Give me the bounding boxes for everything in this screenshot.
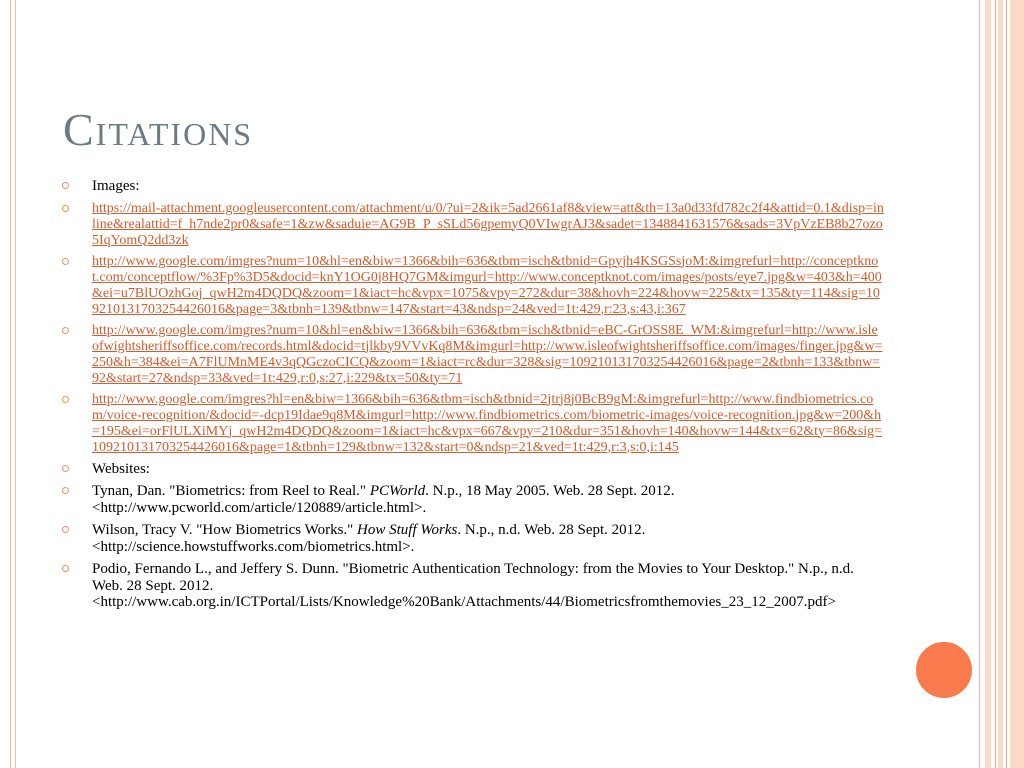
right-stripe-line — [1006, 0, 1007, 768]
left-border-line — [10, 0, 11, 768]
list-item — [62, 323, 884, 387]
right-border-line — [979, 0, 980, 768]
right-stripe — [985, 0, 991, 768]
list-item — [62, 201, 884, 249]
list-item — [62, 561, 884, 611]
citations-list — [62, 178, 884, 617]
citation-source: How Stuff Works — [357, 522, 458, 538]
list-item — [62, 483, 884, 516]
citation-text: Podio, Fernando L., and Jeffery S. Dunn. "Biometric Authentication Technology: from the Movies to Your Desktop." N.p., n.d. Web. 28 Sept. 2012. — [92, 561, 854, 594]
list-item — [62, 522, 884, 555]
bullet-icon — [62, 465, 69, 472]
citation-link[interactable]: https://mail-attachment.googleusercontent.com/attachment/u/0/?ui=2&ik=5ad2661af8&view=att&th=13a0d33fd782c2f4&attid=0.1&disp=inline&realattid=f_h7nde2pr0&safe=1&zw&saduie=AG9B_P_sSLd56gpemyQ0VIwgrAJ3&sadet=1348841631576&sads=3VpVzEB8b27ozo5IqYomQ2dd3zk — [92, 200, 884, 248]
citation-text: Tynan, Dan. "Biometrics: from Reel to Real." — [92, 483, 370, 499]
citation-text: Wilson, Tracy V. "How Biometrics Works." — [92, 522, 358, 538]
list-item — [62, 392, 884, 456]
citation-url: <http://www.pcworld.com/article/120889/article.html>. — [92, 499, 427, 516]
left-border-line — [15, 0, 16, 768]
citation-source: PCWorld — [369, 483, 426, 499]
bullet-icon — [62, 258, 69, 265]
citation-text: . N.p., n.d. Web. 28 Sept. 2012. — [457, 522, 646, 538]
bullet-icon — [62, 487, 69, 494]
bullet-icon — [62, 327, 69, 334]
bullet-icon — [62, 526, 69, 533]
bullet-icon — [62, 205, 69, 212]
right-stripe — [1010, 0, 1024, 768]
citation-url: <http://www.cab.org.in/ICTPortal/Lists/Knowledge%20Bank/Attachments/44/Biometricsfromthemovies_23_12_2007.pdf> — [92, 594, 836, 610]
citation-link[interactable]: http://www.google.com/imgres?num=10&hl=en&biw=1366&bih=636&tbm=isch&tbnid=eBC-GrOSS8E_WM:&imgrefurl=http://www.isleofwightsheriffsoffice.com/records.html&docid=tjlkby9VVvKq8M&imgurl=http://www.isleofwightsheriffsoffice.com/images/finger.jpg&w=250&h=384&ei=A7FlUMnME4v3qQGczoCICQ&zoom=1&iact=rc&dur=328&sig=109210131703254426016&page=2&tbnh=133&tbnw=92&start=27&ndsp=33&ved=1t:429,r:0,s:27,i:229&tx=50&ty=71 — [92, 322, 883, 386]
right-stripe-line — [995, 0, 996, 768]
list-item — [62, 178, 884, 195]
section-label: Websites: — [92, 460, 150, 477]
section-label: Images: — [92, 178, 140, 194]
right-stripe — [998, 0, 1003, 768]
bullet-icon — [62, 396, 69, 403]
bullet-icon — [62, 565, 69, 572]
slide-title: Citations — [63, 104, 254, 155]
bullet-icon — [62, 182, 69, 189]
citation-text: . N.p., 18 May 2005. Web. 28 Sept. 2012. — [425, 483, 675, 499]
citation-url: <http://science.howstuffworks.com/biometrics.html>. — [92, 538, 415, 555]
list-item — [62, 461, 884, 478]
citation-link[interactable]: http://www.google.com/imgres?num=10&hl=en&biw=1366&bih=636&tbm=isch&tbnid=Gpyjh4KSGSsjoM:&imgrefurl=http://conceptknot.com/conceptflow/%3Fp%3D5&docid=knY1OG0j8HQ7GM&imgurl=http://www.conceptknot.com/images/posts/eye7.jpg&w=403&h=400&ei=u7BlUOzhGoj_qwH2m4DQDQ&zoom=1&iact=hc&vpx=1075&vpy=272&dur=38&hovh=224&hovw=225&tx=135&ty=114&sig=109210131703254426016&page=3&tbnh=139&tbnw=147&start=43&ndsp=24&ved=1t:429,r:23,s:43,i:367 — [92, 253, 882, 317]
accent-circle — [914, 640, 974, 700]
citation-link[interactable]: http://www.google.com/imgres?hl=en&biw=1366&bih=636&tbm=isch&tbnid=2jtrj8j0BcB9gM:&imgrefurl=http://www.findbiometrics.com/voice-recognition/&docid=-dcp19Idae9q8M&imgurl=http://www.findbiometrics.com/biometric-images/voice-recognition.jpg&w=200&h=195&ei=orFlULXiMYj_qwH2m4DQDQ&zoom=1&iact=hc&vpx=667&vpy=210&dur=351&hovh=140&hovw=144&tx=62&ty=86&sig=109210131703254426016&page=1&tbnh=129&tbnw=132&start=0&ndsp=21&ved=1t:429,r:3,s:0,i:145 — [92, 391, 883, 455]
list-item — [62, 254, 884, 318]
